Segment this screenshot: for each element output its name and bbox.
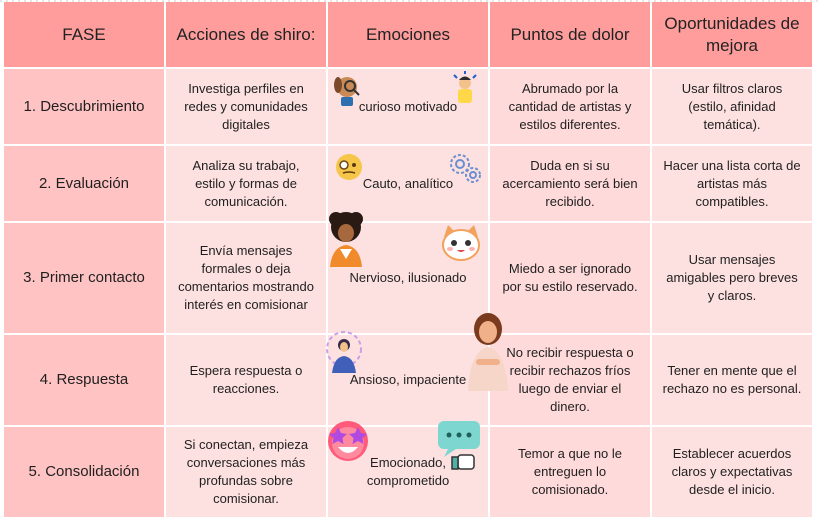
- opportunity-text: Tener en mente que el rechazo no es personal.: [662, 363, 802, 396]
- pain-cell: [490, 146, 650, 221]
- phase-cell: [4, 427, 164, 517]
- emotion-text: curioso motivado: [358, 98, 458, 114]
- header-acciones: [166, 2, 326, 67]
- pain-text: Abrumado por la cantidad de artistas y estilos diferentes.: [508, 80, 632, 132]
- emotion-text: Cauto, analítico: [362, 175, 454, 191]
- thinking-woman-icon: [320, 209, 372, 267]
- header-label: Acciones de shiro:: [176, 24, 316, 44]
- detective-dog-icon: [332, 73, 362, 107]
- action-cell: [166, 427, 326, 517]
- header-fase: [4, 2, 164, 67]
- phase-label: 1. Descubrimiento: [23, 97, 145, 115]
- header-label: Puntos de dolor: [510, 24, 630, 44]
- opportunity-text: Usar filtros claros (estilo, afinidad temática).: [681, 80, 783, 132]
- pain-text: Miedo a ser ignorado por su estilo reservado.: [502, 261, 638, 294]
- emotion-text: Ansioso, impaciente: [349, 372, 467, 387]
- phase-cell: [4, 335, 164, 425]
- header-emociones: [328, 2, 488, 67]
- pain-text: Temor a que no le entreguen lo comisionado.: [517, 446, 623, 497]
- emotion-text: Emocionado, comprometido: [366, 455, 450, 488]
- cat-face-icon: [438, 223, 484, 265]
- opportunity-cell: [652, 146, 812, 221]
- header-oportunidades: [652, 2, 812, 67]
- action-cell: [166, 335, 326, 425]
- phase-label: 3. Primer contacto: [23, 269, 145, 286]
- phase-cell: [4, 146, 164, 221]
- pain-text: No recibir respuesta o recibir rechazos fríos luego de enviar el dinero.: [506, 345, 634, 414]
- opportunity-text: Hacer una lista corta de artistas más compatibles.: [663, 157, 801, 209]
- pain-text: Duda en si su acercamiento será bien recibido.: [502, 157, 638, 209]
- opportunity-cell: [652, 427, 812, 517]
- monocle-face-icon: [334, 152, 364, 182]
- opportunity-text: Establecer acuerdos claros y expectativas desde el inicio.: [671, 446, 793, 497]
- phase-label: 4. Respuesta: [39, 371, 129, 388]
- opportunity-text: Usar mensajes amigables pero breves y claros.: [666, 252, 798, 303]
- action-text: Espera respuesta o reacciones.: [189, 363, 303, 396]
- action-text: Envía mensajes formales o deja comentarios mostrando interés en comisionar: [178, 243, 314, 312]
- phase-label: 2. Evaluación: [38, 174, 130, 192]
- pain-cell: [490, 69, 650, 144]
- header-label: Emociones: [365, 24, 451, 44]
- emotion-cell: [328, 427, 488, 517]
- action-text: Analiza su trabajo, estilo y formas de comunicación.: [192, 157, 300, 209]
- phase-cell: [4, 223, 164, 333]
- pain-cell: [490, 223, 650, 333]
- phase-cell: [4, 69, 164, 144]
- pain-cell: [490, 427, 650, 517]
- action-text: Investiga perfiles en redes y comunidades digitales: [184, 80, 308, 132]
- anxious-person-icon: [324, 329, 364, 373]
- action-cell: [166, 223, 326, 333]
- opportunity-cell: [652, 69, 812, 144]
- action-cell: [166, 69, 326, 144]
- opportunity-cell: [652, 223, 812, 333]
- phase-label: 5. Consolidación: [28, 463, 140, 480]
- header-label: FASE: [62, 24, 106, 44]
- action-cell: [166, 146, 326, 221]
- opportunity-cell: [652, 335, 812, 425]
- header-label: Oportunidades de mejora: [664, 13, 800, 55]
- pain-cell: [490, 335, 650, 425]
- action-text: Si conectan, empieza conversaciones más profundas sobre comisionar.: [183, 437, 309, 506]
- header-puntos-dolor: [490, 2, 650, 67]
- emotion-cell: [328, 69, 488, 144]
- emotion-text: Nervioso, ilusionado: [349, 270, 467, 285]
